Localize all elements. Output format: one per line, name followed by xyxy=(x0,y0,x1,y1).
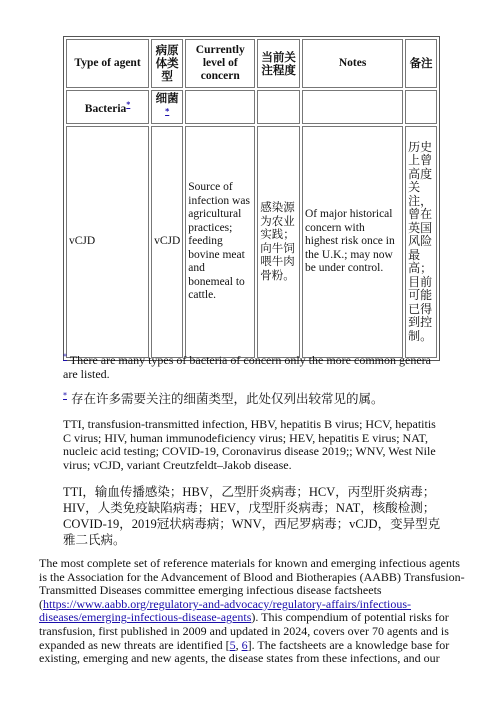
header-current-concern: Currently level of concern xyxy=(185,39,255,88)
subheader-bacteria xyxy=(66,90,149,124)
infectious-agents-table xyxy=(63,36,440,361)
aabb-factsheets-link[interactable]: https://www.aabb.org/regulatory-and-advocacy/regulatory-affairs/infectious-diseases/emerging-infectious-disease-agents xyxy=(39,596,411,625)
footnote-en-text: There are many types of bacteria of concern only the more common genera are listed. xyxy=(63,353,431,381)
cell-notes: Of major historical concern with highest risk once in the U.K.; may now be under control. xyxy=(302,126,403,358)
subheader-empty-cell xyxy=(405,90,437,124)
header-current-concern-zh: 当前关注程度 xyxy=(257,39,300,88)
main-text-part1: The most complete set of reference materials for known and emerging infectious agents is the Association for the Advancement of Blood and Biotherapies (AABB) Transfusion-Transmitted Diseases committee emerging infectious disease factsheets ( xyxy=(39,556,465,611)
footnote-zh xyxy=(63,389,443,406)
cell-notes-zh: 历史上曾高度关注，曾在英国风险最高；目前可能已得到控制。 xyxy=(405,126,437,358)
subheader-empty-cell xyxy=(302,90,403,124)
cell-concern-zh: 感染源为农业实践；向牛饲喂牛肉骨粉。 xyxy=(257,126,300,358)
footnote-zh-mark[interactable]: * xyxy=(63,391,67,400)
ref-separator: , xyxy=(235,637,242,652)
footnote-en xyxy=(63,350,443,381)
header-type-of-agent: Type of agent xyxy=(66,39,149,88)
bacteria-footnote-link[interactable]: * xyxy=(126,100,131,109)
cell-agent-zh: vCJD xyxy=(151,126,183,358)
bacteria-zh-label: 细菌 xyxy=(155,91,179,105)
cell-concern: Source of infection was agricultural practices; feeding bovine meat and bonemeal to cattle. xyxy=(185,126,255,358)
main-text-part3: ]. The factsheets are a knowledge base for existing, emerging and new agents, the disease states from these infections, and our xyxy=(39,637,450,666)
header-notes: Notes xyxy=(302,39,403,88)
reference-link-5[interactable]: 5 xyxy=(229,637,236,652)
header-notes-zh: 备注 xyxy=(405,39,437,88)
subheader-empty-cell xyxy=(257,90,300,124)
footnote-en-mark[interactable]: * xyxy=(63,352,67,361)
main-paragraph xyxy=(39,557,465,666)
table-subheader-row xyxy=(66,90,437,124)
abbreviations-en: TTI, transfusion-transmitted infection, HBV, hepatitis B virus; HCV, hepatitis C virus; HIV, human immunodeficiency virus; HEV, hepatitis E virus; NAT, nucleic acid testing; COVID-19, Coronavirus disease 2019;; WNV, West Nile virus; vCJD, variant Creutzfeldt–Jakob disease. xyxy=(63,417,436,472)
main-text-part2: ). This compendium of potential risks for transfusion, first published in 2009 and updated in 2024, covers over 70 agents and is expanded as new threats are identified [ xyxy=(39,610,449,652)
footnote-zh-text: 存在许多需要关注的细菌类型，此处仅列出较常见的属。 xyxy=(70,391,384,407)
subheader-bacteria-zh xyxy=(151,90,183,124)
header-pathogen-type-zh: 病原体类型 xyxy=(151,39,183,88)
reference-link-6[interactable]: 6 xyxy=(241,637,248,652)
abbreviations-zh: TTI，输血传播感染；HBV，乙型肝炎病毒；HCV，丙型肝炎病毒；HIV，人类免疫缺陷病毒；HEV，戊型肝炎病毒；NAT，核酸检测；COVID-19，2019冠状病毒病；WNV，西尼罗病毒；vCJD，变异型克雅二氏病。 xyxy=(63,485,441,547)
bacteria-label: Bacteria xyxy=(84,102,127,115)
cell-agent: vCJD xyxy=(66,126,149,358)
bacteria-zh-footnote-link[interactable]: * xyxy=(165,107,170,116)
table-header-row xyxy=(66,39,437,88)
table-row xyxy=(66,126,437,358)
subheader-empty-cell xyxy=(185,90,255,124)
